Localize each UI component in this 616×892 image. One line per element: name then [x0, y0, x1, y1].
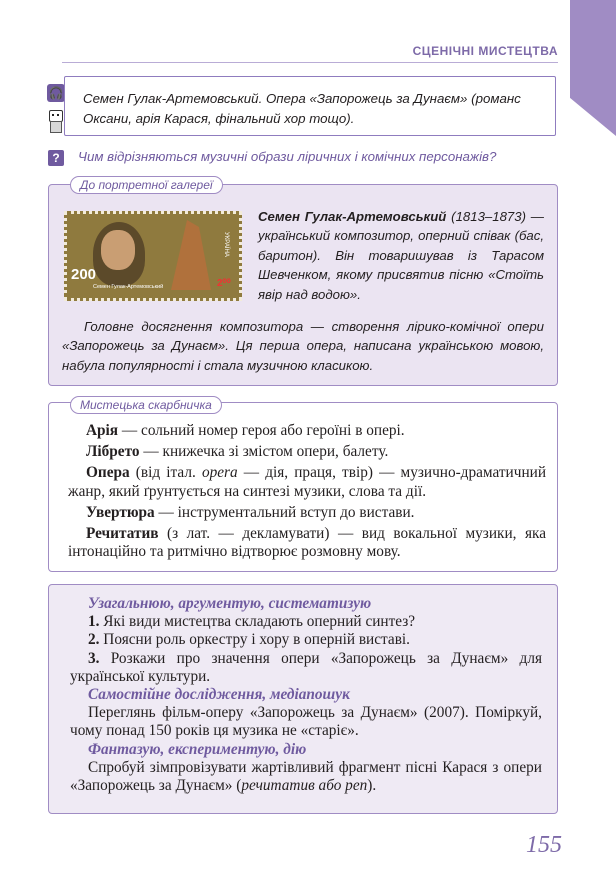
chapter-tab	[570, 0, 616, 136]
gallery-label: До портретної галереї	[70, 176, 223, 194]
tasks-content	[70, 595, 542, 795]
fantasy-heading: Фантазую, експериментую, дію	[88, 740, 307, 758]
glossary-item: Арія — сольний номер героя або героїні в опері.	[86, 422, 405, 439]
stamp-country: УКРАЇНА	[223, 232, 229, 257]
stamp-name: Семен Гулак-Артемовський	[93, 284, 164, 290]
stamp-value-small: 2⁰⁰	[217, 278, 231, 289]
research-text: Переглянь фільм-оперу «Запорожець за Дунаєм» (2007). Поміркуй, чому понад 150 років ця музика не «старіє».	[70, 704, 542, 740]
composer-name: Семен Гулак-Артемовський	[258, 209, 447, 224]
glossary-item: Речитатив (з лат. — декламувати) — вид вокальної музики, яка інтонаційно та ритмічно відтворює розмовну мову.	[68, 524, 546, 561]
fantasy-text: Спробуй зімпровізувати жартівливий фрагмент пісні Карася з опери «Запорожець за Дунаєм» (речитатив або реп).	[70, 758, 542, 795]
question-text: Чим відрізняються музичні образи ліричних і комічних персонажів?	[78, 149, 497, 164]
listening-box	[64, 76, 556, 136]
section-title: СЦЕНІЧНІ МИСТЕЦТВА	[412, 44, 558, 58]
composer-bio	[258, 207, 544, 304]
glossary	[68, 422, 546, 564]
header-divider	[62, 62, 558, 63]
task-item: 1. Які види мистецтва складають оперний синтез?	[88, 613, 416, 631]
listening-text: Семен Гулак-Артемовський. Опера «Запорожець за Дунаєм» (романс Оксани, арія Карася, фінальний хор тощо).	[83, 91, 521, 126]
glossary-item: Увертюра — інструментальний вступ до вистави.	[86, 503, 415, 521]
stamp-value: 200	[71, 266, 97, 283]
composer-bio-text: (1813–1873) — український композитор, оперний співак (бас, баритон). Він товаришував із Тарасом Шевченком, якому присвятив пісню «Стоїть явір над водою».	[258, 209, 544, 302]
task-item: 2. Поясни роль оркестру і хору в оперній виставі.	[88, 631, 410, 649]
question-icon: ?	[48, 150, 64, 166]
page-number: 155	[526, 832, 562, 858]
glossary-item: Опера (від італ. opera — дія, праця, твір) — музично-драматичний жанр, який ґрунтується на синтезі музики, слова та дії.	[68, 463, 546, 500]
tasks-heading: Узагальнюю, аргументую, систематизую	[88, 595, 372, 612]
glossary-item: Лібрето — книжечка зі змістом опери, балету.	[86, 442, 389, 460]
treasury-label: Мистецька скарбничка	[70, 396, 222, 414]
robot-icon	[44, 106, 66, 134]
composer-achievement: Головне досягнення композитора — створення лірико-комічної опери «Запорожець за Дунаєм». Ця перша опера, написана українською мовою, набула популярності і стала музичною класикою.	[62, 319, 544, 373]
headphones-icon: 🎧	[48, 86, 64, 100]
task-item: 3. Розкажи про значення опери «Запорожець за Дунаєм» для української культури.	[70, 649, 542, 685]
composer-stamp-image	[64, 211, 242, 301]
research-heading: Самостійне дослідження, медіапошук	[88, 686, 350, 704]
